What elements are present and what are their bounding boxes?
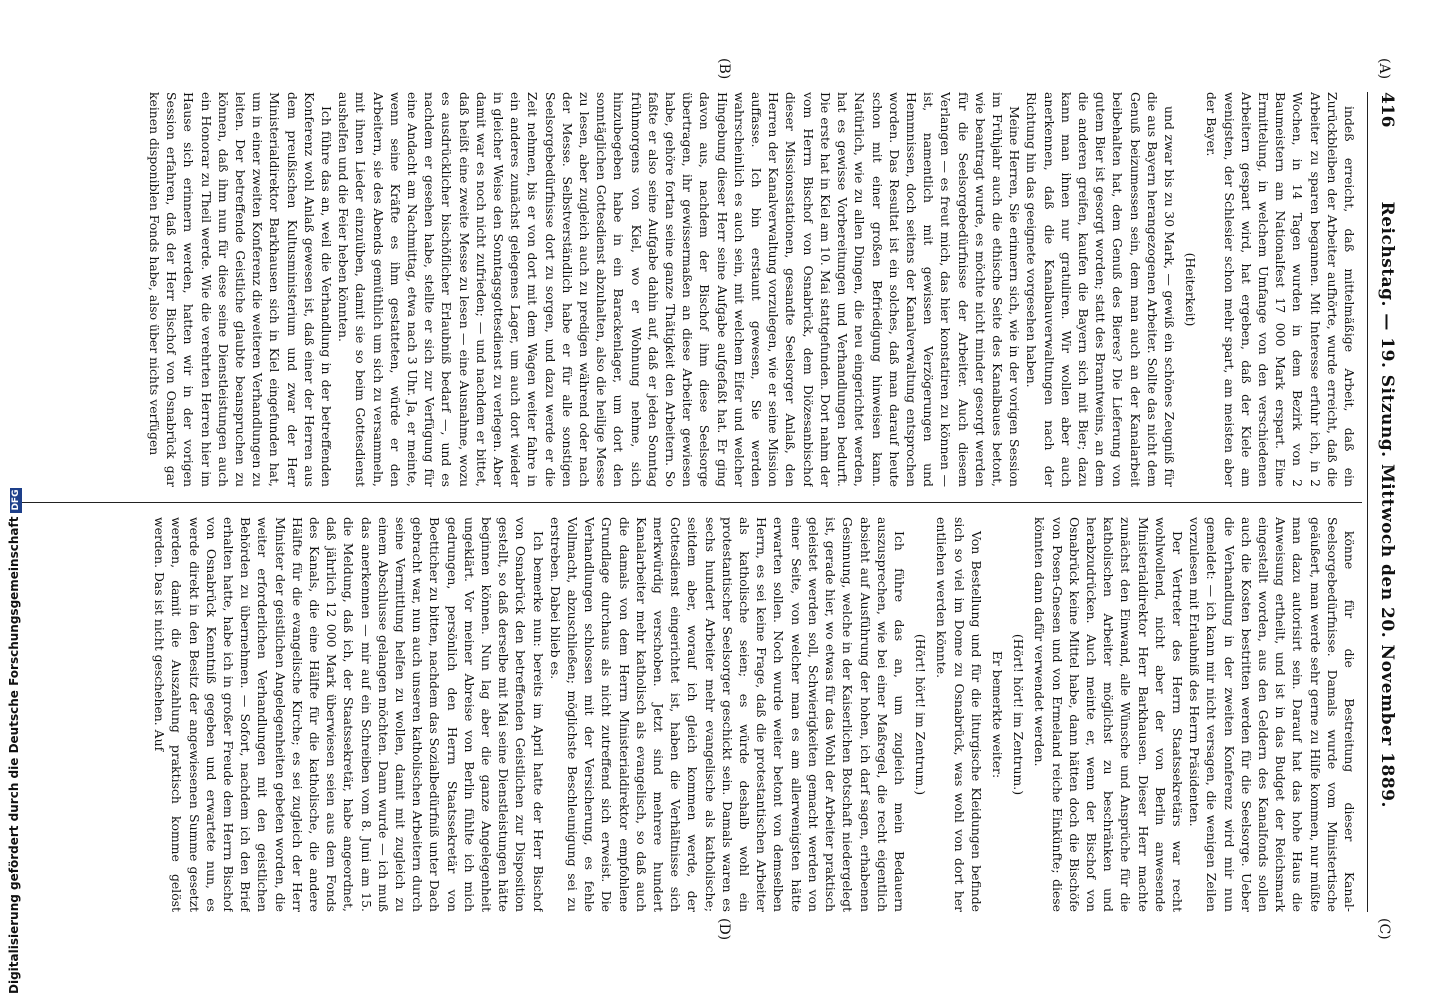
paragraph: Ich bemerke nun: bereits im April hatte der Herr Bischof von Osnabrück den betreffenden Geistlichen zur Disposition gestellt, so daß derselbe mit Mai seine Dienstleistungen hätte beginnen können. Nun lag aber die ganze Angelegenheit ungeklärt. Vor meiner Abreise von Berlin fühlte ich mich gedrungen, persönlich den Herrn Staatssekretär von Boetticher zu bitten, nachdem das Sozialbedürfniß unter Dach gebracht war, nun auch unseren katholischen Arbeitern durch seine Vermittlung helfen zu wollen, damit mit zugleich zu einem Abschlusse gelangen möchten. Dann wurde — ich muß das anerkennen — mir auf ein Schreiben vom 8. Juni am 15. die Meldung, daß ich, der Staatssekretär, habe angeordnet, daß jährlich 12 000 Mark überwiesen seien aus dem Fonds des Kanals, die eine Hälfte für die katholische, die andere Hälfte für die evangelische Kirche; es sei zugleich der Herr Minister der geistlichen Angelegenheiten gebeten worden, die weiter erforderlichen Verhandlungen mit den geistlichen Behörden zu übernehmen. — Sofort, nachdem ich den Brief erhalten hatte, habe ich in großer Freude dem Herrn Bischof von Osnabrück Kenntniß gegeben und erwartete nun, es werde direkt in den Besitz der angewiesenen Summe gesetzt werden, damit die Auszahlung praktisch komme gelöst werden. Das ist nicht geschehen. Auf [152,517,546,912]
margin-marker-b: (B) [716,58,732,80]
column-divider [17,502,1362,503]
margin-marker-c: (C) [1376,918,1392,940]
paragraph: indeß erreicht, daß mittelmäßige Arbeit, daß ein Zurückbleiben der Arbeiter aufhörte, wurde erreicht, daß die Arbeiter zu sparen begannen. Mit Interesse erfuhr ich, in 2 Wochen, in 14 Tagen wurden in dem Bezirk von 2 Baumeistern am Nationalfest 17 000 Mark erspart. Eine Ermittelung, in welchem Umfange von den verschiedenen Arbeitern gespart wird, hat ergeben, daß der Kiele am wenigsten, der Schlesier schon mehr spart, am meisten aber der Bayer. [1204,92,1357,487]
paragraph: Meine Herren, Sie erinnern sich, wie in der vorigen Session im Frühjahr auch die ethische Seite des Kanalbaues betont, wie beantragt wurde, es möchte nicht minder gesorgt werden für die Seelsorgebedürfnisse der Arbeiter. Auch diesem Verlangen — es freut mich, das hier konstatiren zu können — ist, namentlich mit gewissen Verzögerungen und Hemmnissen, doch seitens der Kanalverwaltung entsprochen worden. Das Resultat ist ein solches, daß man darauf heute schon mit einer großen Befriedigung hinweisen kann. Natürlich, wie zu allen Dingen, die neu eingerichtet werden, hat es gewisse Vorbereitungen und Verhandlungen bedurft. Die erste hat in Kiel am 10. Mai stattgefunden. Dort nahm der vom Herrn Bischof von Osnabrück, dem Diözesanbischof dieser Missionsstationen, gesandte Seelsorger Anlaß, den Herren der Kanalverwaltung vorzulegen, wie er seine Mission auffasse. Ich bin erstaunt gewesen, Sie werden wahrscheinlich es auch sein, mit welchem Eifer und welcher Hingebung dieser Herr seine Aufgabe aufgefaßt hat. Er ging davon aus, nachdem der Bischof ihm diese Seelsorge übertragen, ihr gewissermaßen an diese Arbeiter gewiesen habe, gehöre fortan seine ganze Thätigkeit den Arbeitern. So faßte er also seine Aufgabe dahin auf, daß er jeden Sonntag frühmorgens von Kiel, wo er Wohnung nehme, sich hinzubegeben habe in ein Barackenlager, um dort den sonntäglichen Gottesdienst abzuhalten, also die heilige Messe zu lesen, aber zugleich auch zu predigen während oder nach der Messe. Selbstverständlich habe er für alle sonstigen Seelsorgebedürfnisse dort zu sorgen, und dazu werde er die Zeit nehmen, bis er von dort mit dem Wagen weiter fahre in ein anderes zunächst gelegenes Lager, um auch dort wieder in gleicher Weise den Sonntagsgottesdienst zu verlegen. Aber damit war es noch nicht zufrieden; — und nachdem er bittet, daß heißt eine zweite Messe zu lesen — eine Ausnahme, wozu es ausdrücklicher bischöflicher Erlaubniß bedarf —, und es nachdem er gesehen habe, stellte er sich zur Verfügung für eine Andacht am Nachmittag, etwa nach 3 Uhr. Ja, er meinte, wenn seine Kräfte es ihm gestatteten, würde er den Arbeitern, sie des Abends gemüthlich um sich zu versammeln, mit ihnen Lieder einzuüben, damit sie so beim Gottesdienst aushelfen und die Feier heben könnten. [336,92,1023,487]
footer-text: Digitalisierung gefördert durch die Deutsche Forschungsgemeinschaft [7,516,21,994]
paragraph: Von Bestellung und für die liturgische Kleidungen befinde sich so viel im Dome zu Osnabrück, was wohl von dort her entliehen werden könnte. [934,517,984,912]
paragraph: (Heiterkeit) [1183,252,1199,327]
margin-marker-d: (D) [716,918,732,941]
paragraph: (Hört! hört! im Zentrum.) [1011,633,1027,796]
dfg-logo: DFG [11,489,21,511]
page-header [1372,92,1402,912]
paragraph: (Hört! hört! im Zentrum.) [913,633,929,796]
header-rule [1367,92,1368,912]
margin-marker-a: (A) [1376,58,1392,80]
paragraph: könne für die Bestreitung dieser Kanal-Seelsorgebedürfnisse. Damals wurde vom Ministertische geäußert, man werde sehr gerne zu Hilfe kommen, nur müßte man dazu autorisirt sein. Darauf hat das hohe Haus die Anweisung ertheilt, und ist in das Budget der Reichsmark eingestellt worden, aus den Geldern des Kanalfonds sollen auch die Kosten bestritten werden für die Seelsorge. Ueber die Verhandlung in der zweiten Konferenz wird mir nun gemeldet: — ich kann mir nicht versagen, die wenigen Zeilen vorzulesen mit Erlaubniß des Herrn Präsidenten. [1187,517,1357,912]
paragraph: Der Vertreter des Herrn Staatssekretärs war recht wohlwollend, nicht aber der von Berlin anwesende Ministerialdirektor Herr Barkhausen. Dieser Herr machte zunächst den Einwand, alle Wünsche und Ansprüche für die katholischen Arbeiter möglichst zu beschränken und herabzudrücken. Auch meinte er, wenn der Bischof von Osnabrück keine Mittel habe, dann hätten doch die Bischöfe von Posen-Gnesen und von Ermeland reiche Einkünfte; diese könnten dann dafür verwendet werden. [1032,517,1185,912]
paragraph: Er bemerkte weiter: [989,650,1005,779]
page-title: Reichstag. — 19. Sitzung. Mittwoch den 20. November 1889. [1377,201,1397,808]
right-column [18,517,1358,912]
left-column [18,92,1358,487]
paragraph: und zwar bis zu 30 Mark, — gewiß ein schönes Zeugniß für die aus Bayern herangezogenen Arbeiter. Sollte das nicht dem Genuß beizumessen sein, dem man auch an der Kanalarbeit beibehalten hat, dem Genuß des Bieres? Die Lieferung von gutem Bier ist gesorgt worden; statt des Branntweins, an dem die anderen greifen, kaufen die Bayern sich mit Bier; dazu kann man ihnen nur gratuliren. Wir wollen aber auch anerkennen, daß die Kanalbauverwaltungen nach der Richtung hin das geeignete vorgesehen haben. [1024,92,1177,487]
paragraph: Ich führe das an, weil die Verhandlung in der betreffenden Konferenz wohl Anlaß gewesen ist, daß einer der Herren aus dem preußischen Kultusministerium und zwar der Herr Ministerialdirektor Barkhausen sich in Kiel eingefunden hat, um in einer zweiten Konferenz die weiteren Verhandlungen zu leiten. Der betreffende Geistliche glaubte beanspruchen zu können, daß ihm nun für diese seine Dienstleistungen auch ein Honorar zu Theil werde. Wie die verehrten Herren hier im Hause sich erinnern werden, hatten wir in der vorigen Session erfahren, daß der Herr Bischof von Osnabrück gar keinen disponiblen Fonds habe, also über nichts verfügen [146,92,335,487]
paragraph: Ich führe das an, um zugleich mein Bedauern auszusprechen, wie bei einer Maßregel, die recht eigentlich absieht auf Ausführung der hohen, ich darf sagen, erhabenen Gesinnung, welche in der Kaiserlichen Botschaft niedergelegt ist, gerade hier, wo etwas für das Wohl der Arbeiter praktisch geleistet werden soll, Schwierigkeiten gemacht werden von einer Seite, von welcher man es am allerwenigsten hätte erwarten sollen. Noch wurde weiter betont von demselben Herrn, es sei keine Frage, daß die protestantischen Arbeiter als katholische seien; es würde deshalb wohl ein protestantischer Seelsorger geschickt sein. Damals waren es sechs hundert Arbeiter mehr evangelische als katholische; seitdem aber, worauf ich gleich kommen werde, der Gottesdienst eingerichtet ist, haben die Verhältnisse sich merkwürdig verschoben. Jetzt sind mehrere hundert Kanalarbeiter mehr katholisch als evangelisch, so daß auch die damals von dem Herrn Ministerialdirektor empfohlene Grundlage durchaus als nicht zutreffend sich erweist. Die Verhandlungen schlossen mit der Versicherung, es fehle Vollmacht, abzuschließen; möglichste Beschleunigung sei zu erstreben. Dabei blieb es. [547,517,907,912]
page-number: 416 [1377,92,1397,128]
digitization-footer [8,0,24,994]
